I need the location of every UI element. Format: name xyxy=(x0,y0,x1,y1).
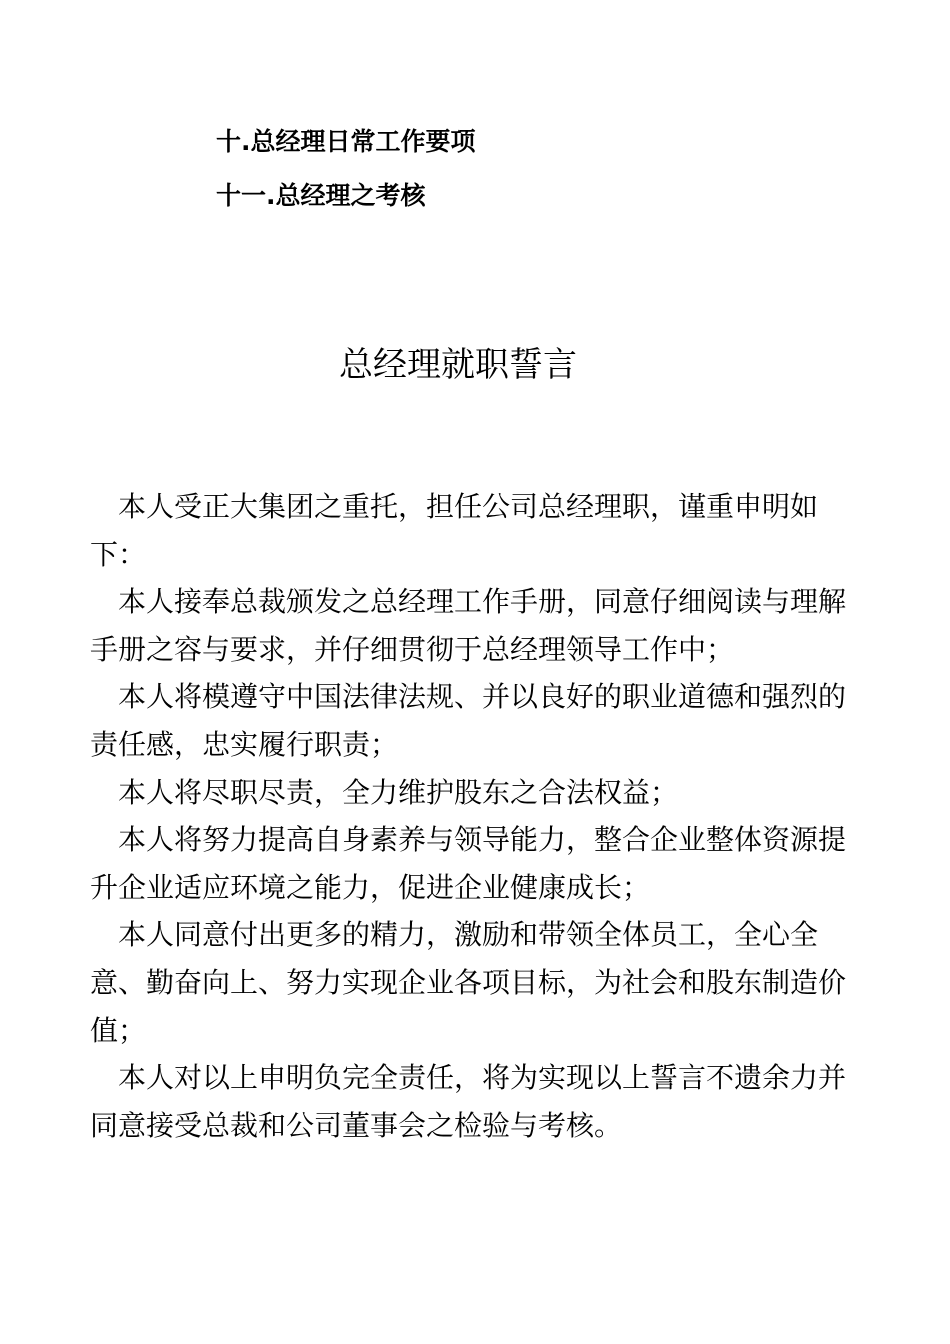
oath-paragraph-law: 本人将模遵守中国法律法规、并以良好的职业道德和强烈的责任感，忠实履行职责； xyxy=(90,680,847,761)
oath-paragraph-intro: 本人受正大集团之重托，担任公司总经理职，谨重申明如下： xyxy=(90,490,819,571)
oath-paragraph-shareholders: 本人将尽职尽责，全力维护股东之合法权益； xyxy=(118,775,679,809)
oath-paragraph-leadership: 本人将努力提高自身素养与领导能力，整合企业整体资源提升企业适应环境之能力，促进企业健康成长； xyxy=(90,823,847,904)
oath-paragraph-handbook: 本人接奉总裁颁发之总经理工作手册，同意仔细阅读与理解手册之容与要求，并仔细贯彻于总经理领导工作中； xyxy=(90,585,847,666)
oath-paragraph-responsibility: 本人对以上申明负完全责任，将为实现以上誓言不遗余力并同意接受总裁和公司董事会之检验与考核。 xyxy=(90,1061,847,1142)
oath-body xyxy=(90,483,862,1149)
toc-item-10: 十.总经理日常工作要项 xyxy=(216,127,476,156)
table-of-contents xyxy=(216,128,816,236)
oath-paragraph-effort: 本人同意付出更多的精力，激励和带领全体员工，全心全意、勤奋向上、努力实现企业各项目标，为社会和股东制造价值； xyxy=(90,918,847,1047)
toc-item-11: 十一.总经理之考核 xyxy=(216,181,426,210)
document-title: 总经理就职誓言 xyxy=(339,345,577,385)
